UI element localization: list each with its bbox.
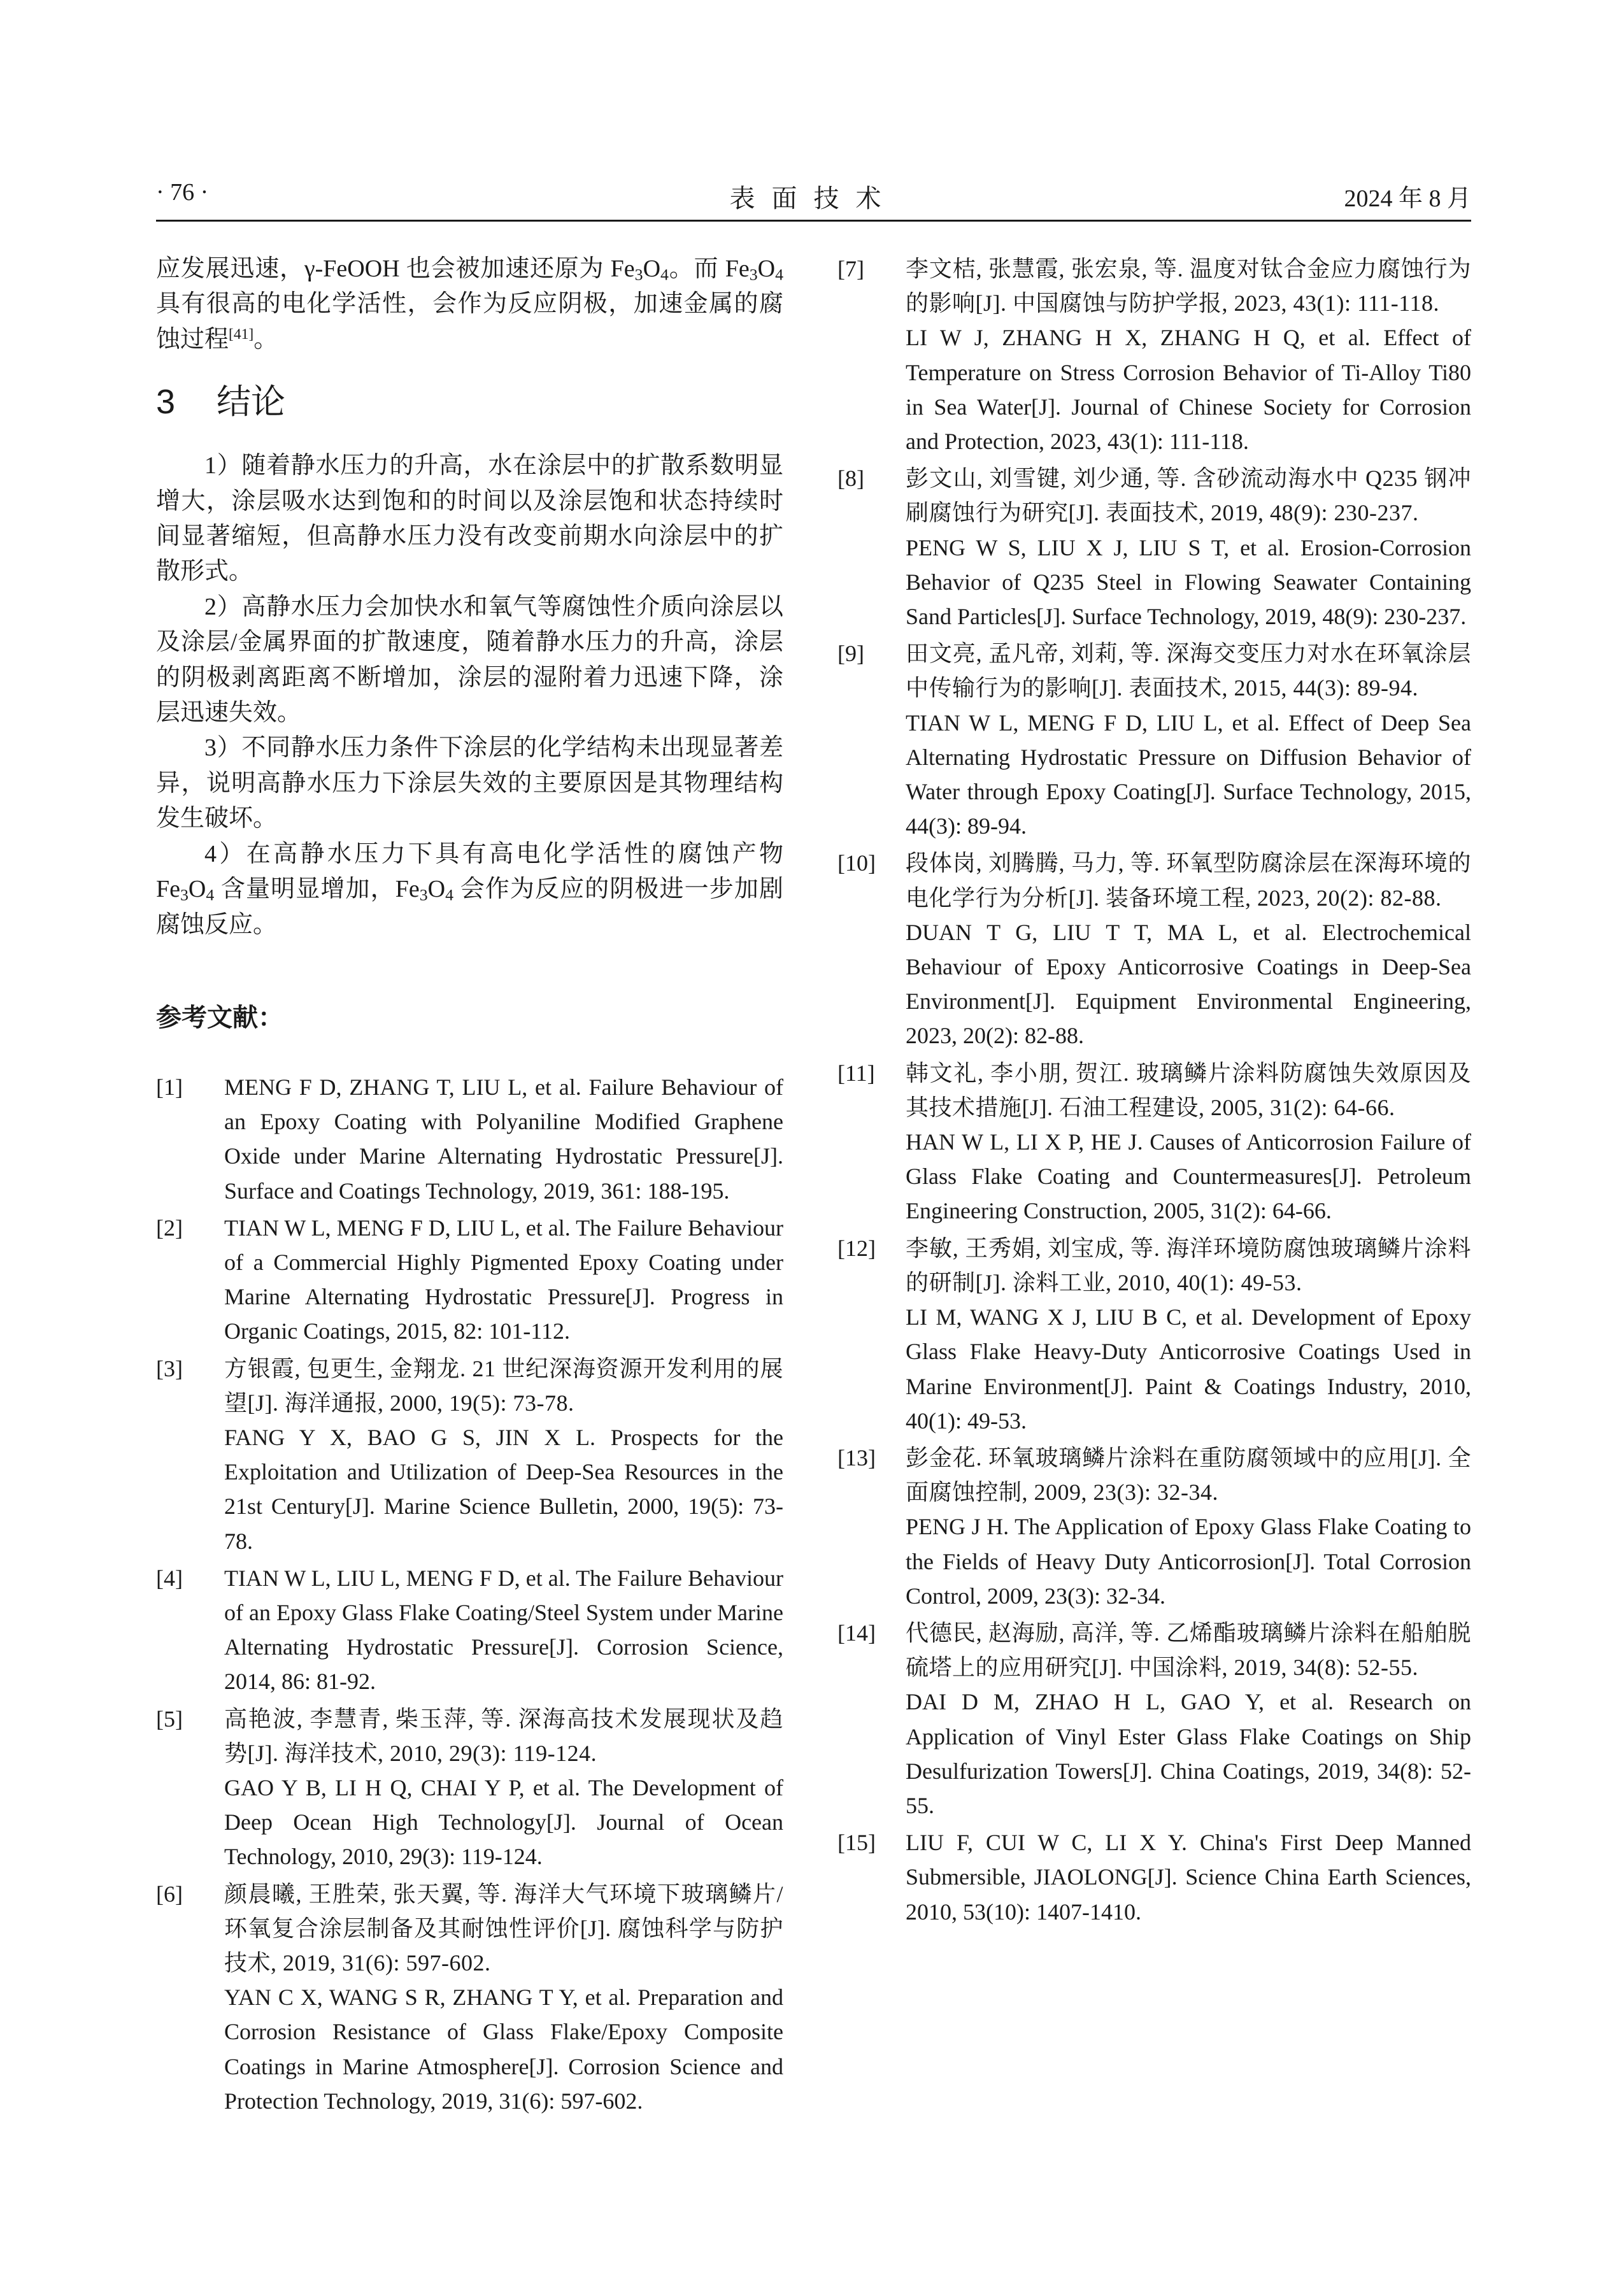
- reference-text-zh: 代德民, 赵海励, 高洋, 等. 乙烯酯玻璃鳞片涂料在船舶脱硫塔上的应用研究[J]. 中国涂料, 2019, 34(8): 52-55.: [906, 1620, 1471, 1681]
- reference-text-en: LIU F, CUI W C, LI X Y. China's First Deep Manned Submersible, JIAOLONG[J]. Science China Earth Sciences, 2010, 53(10): 1407-1410.: [906, 1830, 1471, 1925]
- reference-text-en: DAI D M, ZHAO H L, GAO Y, et al. Research on Application of Vinyl Ester Glass Flake Coatings on Ship Desulfurization Towers[J]. China Coatings, 2019, 34(8): 52-55.: [906, 1689, 1471, 1818]
- references-heading: 参考文献：: [156, 1003, 283, 1032]
- reference-text-en: PENG J H. The Application of Epoxy Glass Flake Coating to the Fields of Heavy Duty Anticorrosion[J]. Total Corrosion Control, 2009, 23(3): 32-34.: [906, 1514, 1471, 1609]
- reference-text-zh: 高艳波, 李慧青, 柴玉萍, 等. 深海高技术发展现状及趋势[J]. 海洋技术, 2010, 29(3): 119-124.: [224, 1706, 783, 1766]
- reference-number: [7]: [837, 256, 864, 281]
- reference-text-en: TIAN W L, MENG F D, LIU L, et al. The Failure Behaviour of a Commercial Highly Pigmented Epoxy Coating under Marine Alternating Hydrostatic Pressure[J]. Progress in Organic Coatings, 2015, 82: 101-112.: [224, 1215, 783, 1344]
- header-rule: [156, 220, 1471, 222]
- reference-item: [156, 1070, 783, 1208]
- reference-item: [837, 1231, 1471, 1438]
- right-column: [837, 252, 1471, 1932]
- reference-number: [8]: [837, 466, 864, 492]
- conclusion-2: 2）高静水压力会加快水和氧气等腐蚀性介质向涂层以及涂层/金属界面的扩散速度，随着静水压力的升高，涂层的阴极剥离距离不断增加，涂层的湿附着力迅速下降，涂层迅速失效。: [156, 593, 783, 727]
- left-column: [156, 252, 783, 2121]
- conclusion-4: 4）在高静水压力下具有高电化学活性的腐蚀产物 $Fe_3O_4$ 含量明显增加，$Fe_3O_4$ 会作为反应的阴极进一步加剧腐蚀反应。: [156, 840, 783, 938]
- reference-text-en: FANG Y X, BAO G S, JIN X L. Prospects for the Exploitation and Utilization of Deep-Sea Resources in the 21st Century[J]. Marine Science Bulletin, 2000, 19(5): 73-78.: [224, 1424, 783, 1554]
- reference-item: [837, 252, 1471, 459]
- reference-number: [11]: [837, 1060, 875, 1086]
- reference-text-en: GAO Y B, LI H Q, CHAI Y P, et al. The Development of Deep Ocean High Technology[J]. Journal of Ocean Technology, 2010, 29(3): 119-124.: [224, 1774, 783, 1870]
- reference-text-en: LI W J, ZHANG H X, ZHANG H Q, et al. Effect of Temperature on Stress Corrosion Behavior of Ti-Alloy Ti80 in Sea Water[J]. Journal of Chinese Society for Corrosion and Protection, 2023, 43(1): 111-118.: [906, 325, 1471, 455]
- reference-text-en: LI M, WANG X J, LIU B C, et al. Development of Epoxy Glass Flake Heavy-Duty Anticorrosive Coatings Used in Marine Environment[J]. Paint & Coatings Industry, 2010, 40(1): 49-53.: [906, 1304, 1471, 1434]
- intro-paragraph: 应发展迅速，γ-FeOOH 也会被加速还原为 $Fe_3O_4$。而 $Fe_3O_4$ 具有很高的电化学活性，会作为反应阴极，加速金属的腐蚀过程[41]。: [156, 255, 783, 353]
- reference-text-zh: 彭文山, 刘雪键, 刘少通, 等. 含砂流动海水中 Q235 钢冲刷腐蚀行为研究[J]. 表面技术, 2019, 48(9): 230-237.: [906, 466, 1471, 526]
- reference-text-zh: 李文桔, 张慧霞, 张宏泉, 等. 温度对钛合金应力腐蚀行为的影响[J]. 中国腐蚀与防护学报, 2023, 43(1): 111-118.: [906, 256, 1471, 317]
- reference-text-zh: 彭金花. 环氧玻璃鳞片涂料在重防腐领域中的应用[J]. 全面腐蚀控制, 2009, 23(3): 32-34.: [906, 1444, 1471, 1506]
- reference-number: [6]: [156, 1881, 183, 1907]
- reference-text-en: PENG W S, LIU X J, LIU S T, et al. Erosion-Corrosion Behavior of Q235 Steel in Flowing Seawater Containing Sand Particles[J]. Surface Technology, 2019, 48(9): 230-237.: [906, 534, 1471, 630]
- reference-number: [14]: [837, 1620, 876, 1646]
- reference-number: [15]: [837, 1830, 876, 1856]
- reference-item: [837, 636, 1471, 843]
- section-number: 3: [156, 383, 176, 422]
- reference-text-en: HAN W L, LI X P, HE J. Causes of Anticorrosion Failure of Glass Flake Coating and Countermeasures[J]. Petroleum Engineering Construction, 2005, 31(2): 64-66.: [906, 1129, 1471, 1224]
- reference-text-zh: 方银霞, 包更生, 金翔龙. 21 世纪深海资源开发利用的展望[J]. 海洋通报, 2000, 19(5): 73-78.: [224, 1355, 783, 1416]
- reference-text-en: TIAN W L, MENG F D, LIU L, et al. Effect of Deep Sea Alternating Hydrostatic Pressure on Diffusion Behavior of Water through Epoxy Coating[J]. Surface Technology, 2015, 44(3): 89-94.: [906, 709, 1471, 839]
- reference-text-zh: 段体岗, 刘腾腾, 马力, 等. 环氧型防腐涂层在深海环境的电化学行为分析[J]. 装备环境工程, 2023, 20(2): 82-88.: [906, 850, 1471, 911]
- journal-title: 表面技术: [729, 184, 898, 213]
- reference-text-zh: 田文亮, 孟凡帝, 刘莉, 等. 深海交变压力对水在环氧涂层中传输行为的影响[J]. 表面技术, 2015, 44(3): 89-94.: [906, 641, 1471, 701]
- page-header: [156, 178, 1471, 223]
- issue-date: 2024 年 8 月: [1344, 185, 1471, 212]
- conclusion-3: 3）不同静水压力条件下涂层的化学结构未出现显著差异，说明高静水压力下涂层失效的主要原因是其物理结构发生破坏。: [156, 734, 783, 832]
- reference-text-zh: 颜晨曦, 王胜荣, 张天翼, 等. 海洋大气环境下玻璃鳞片/环氧复合涂层制备及其耐蚀性评价[J]. 腐蚀科学与防护技术, 2019, 31(6): 597-602.: [224, 1881, 783, 1976]
- reference-text-en: MENG F D, ZHANG T, LIU L, et al. Failure Behaviour of an Epoxy Coating with Polyaniline Modified Graphene Oxide under Marine Alternating Hydrostatic Pressure[J]. Surface and Coatings Technology, 2019, 361: 188-195.: [224, 1074, 783, 1204]
- reference-text-en: YAN C X, WANG S R, ZHANG T Y, et al. Preparation and Corrosion Resistance of Glass Flake/Epoxy Composite Coatings in Marine Atmosphere[J]. Corrosion Science and Protection Technology, 2019, 31(6): 597-602.: [224, 1984, 783, 2114]
- reference-item: [837, 1441, 1471, 1613]
- reference-item: [156, 1351, 783, 1558]
- reference-number: [10]: [837, 850, 876, 876]
- reference-item: [156, 1561, 783, 1699]
- reference-text-zh: 李敏, 王秀娟, 刘宝成, 等. 海洋环境防腐蚀玻璃鳞片涂料的研制[J]. 涂料工业, 2010, 40(1): 49-53.: [906, 1235, 1471, 1295]
- reference-number: [12]: [837, 1235, 876, 1261]
- section-heading: [156, 380, 783, 424]
- reference-number: [4]: [156, 1565, 183, 1591]
- reference-number: [2]: [156, 1215, 183, 1241]
- page-number: · 76 ·: [156, 179, 209, 206]
- reference-number: [1]: [156, 1074, 183, 1100]
- reference-item: [837, 1825, 1471, 1929]
- section-title: 结论: [217, 383, 285, 422]
- conclusion-1: 1）随着静水压力的升高，水在涂层中的扩散系数明显增大，涂层吸水达到饱和的时间以及涂层饱和状态持续时间显著缩短，但高静水压力没有改变前期水向涂层中的扩散形式。: [156, 452, 783, 585]
- reference-item: [837, 1056, 1471, 1229]
- citation: [41]: [229, 325, 254, 343]
- reference-text-zh: 韩文礼, 李小朋, 贺江. 玻璃鳞片涂料防腐蚀失效原因及其技术措施[J]. 石油工程建设, 2005, 31(2): 64-66.: [906, 1060, 1471, 1120]
- reference-item: [837, 461, 1471, 634]
- reference-item: [156, 1877, 783, 2118]
- reference-number: [5]: [156, 1706, 183, 1732]
- reference-number: [13]: [837, 1444, 876, 1471]
- reference-text-en: TIAN W L, LIU L, MENG F D, et al. The Failure Behaviour of an Epoxy Glass Flake Coating/Steel System under Marine Alternating Hydrostatic Pressure[J]. Corrosion Science, 2014, 86: 81-92.: [224, 1565, 783, 1695]
- reference-text-en: DUAN T G, LIU T T, MA L, et al. Electrochemical Behaviour of Epoxy Anticorrosive Coatings in Deep-Sea Environment[J]. Equipment Environmental Engineering, 2023, 20(2): 82-88.: [906, 919, 1471, 1049]
- reference-number: [3]: [156, 1355, 183, 1381]
- reference-item: [837, 1616, 1471, 1823]
- reference-item: [837, 846, 1471, 1053]
- reference-item: [156, 1211, 783, 1349]
- reference-item: [156, 1702, 783, 1874]
- reference-number: [9]: [837, 641, 864, 667]
